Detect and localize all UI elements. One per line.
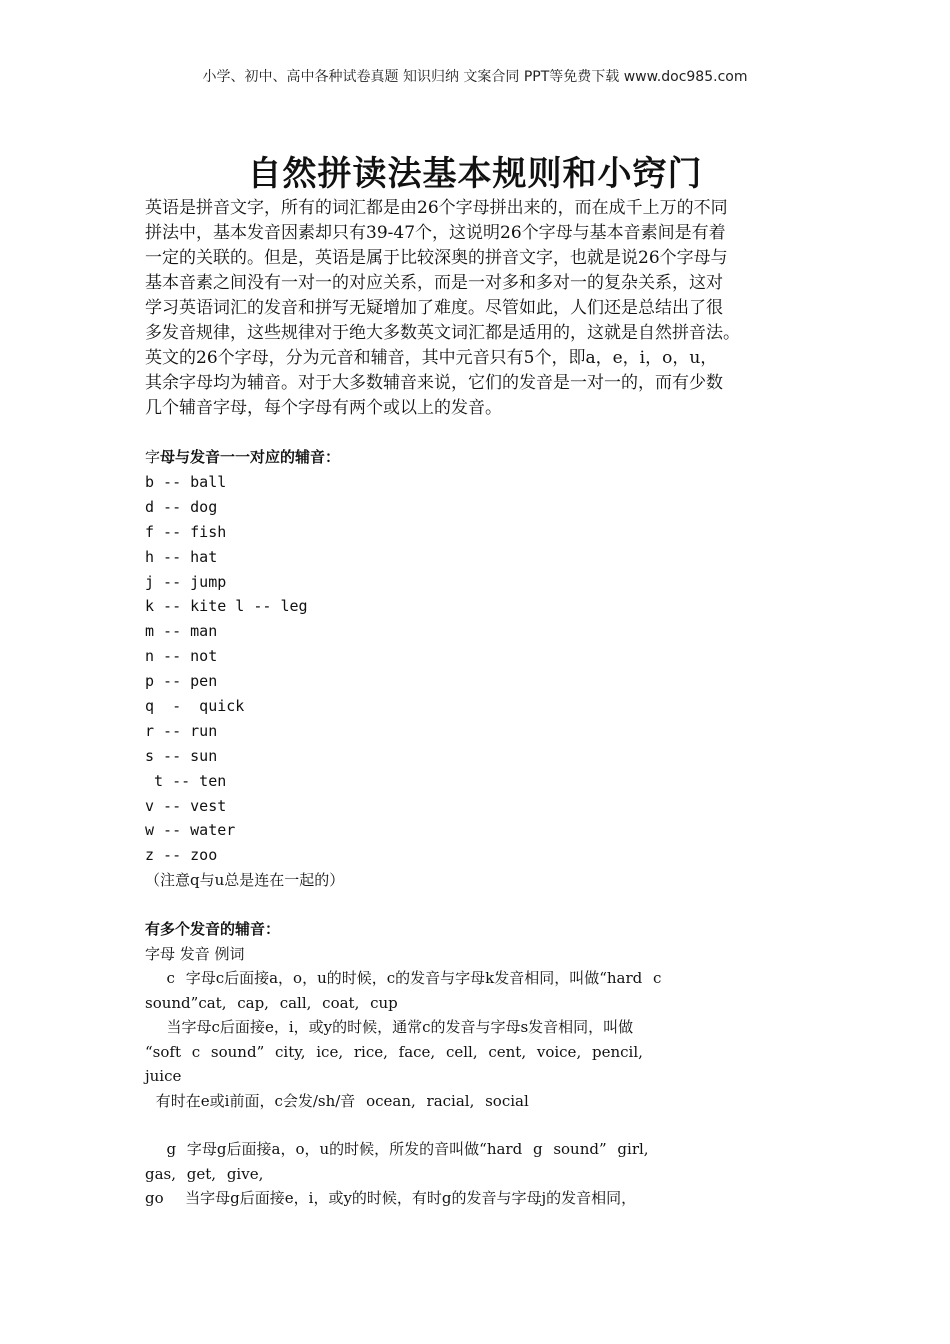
heading-rest: 母与发音一一对应的辅音： [160, 448, 341, 466]
list-item: b -- ball [145, 473, 227, 491]
list-item: t -- ten [145, 771, 227, 790]
list-item: h -- hat [145, 547, 218, 566]
text-line: g 字母g后面接a，o，u的时候，所发的音叫做“hard g sound” girl, [145, 1140, 649, 1159]
text-line: c 字母c后面接a，o，u的时候，c的发音与字母k发音相同，叫做“hard c [145, 969, 662, 988]
list-item: z -- zoo [145, 846, 218, 865]
list-item: s -- sun [145, 746, 218, 765]
intro-line: 基本音素之间没有一对一的对应关系，而是一对多和多对一的复杂关系，这对 [145, 273, 723, 293]
intro-line: 拼法中，基本发音因素却只有39-47个，这说明26个字母与基本音素间是有着 [145, 223, 726, 243]
list-item: w -- water [145, 821, 236, 840]
intro-line: 多发音规律，这些规律对于绝大多数英文词汇都是适用的，这就是自然拼音法。 [145, 323, 740, 343]
text-line: go 当字母g后面接e，i，或y的时候，有时g的发音与字母j的发音相同， [145, 1189, 637, 1208]
consonant-list [145, 470, 813, 893]
heading-first-char: 字 [145, 448, 161, 466]
text-line: juice [145, 1067, 182, 1086]
section-heading-multi-sound: 有多个发音的辅音： [145, 919, 281, 938]
page-header: 小学、初中、高中各种试卷真题 知识归纳 文案合同 PPT等免费下载 www.doc985.com [202, 69, 748, 85]
intro-line: 学习英语词汇的发音和拼写无疑增加了难度。尽管如此，人们还是总结出了很 [145, 298, 723, 318]
intro-line: 其余字母均为辅音。对于大多数辅音来说，它们的发音是一对一的，而有少数 [145, 373, 723, 393]
column-labels: 字母 发音 例词 [145, 944, 245, 963]
list-item: f -- fish [145, 522, 227, 541]
list-item: r -- run [145, 721, 218, 740]
intro-line: 英文的26个字母，分为元音和辅音，其中元音只有5个，即a，e，i，o，u， [145, 348, 718, 368]
text-line: 有时在e或i前面，c会发/sh/音 ocean, racial, social [145, 1091, 529, 1110]
text-line: gas, get, give, [145, 1164, 264, 1183]
text-line: sound”cat, cap, call, coat, cup [145, 993, 398, 1012]
multi-sound-section [145, 942, 813, 1211]
spacer [145, 1113, 813, 1137]
page-title: 自然拼读法基本规则和小窍门 [247, 154, 703, 194]
list-item: j -- jump [145, 572, 227, 591]
text-line: 当字母c后面接e，i，或y的时候，通常c的发音与字母s发音相同，叫做 [145, 1018, 634, 1037]
text-line: “soft c sound” city, ice, rice, face, cell, cent, voice, pencil, [145, 1042, 643, 1061]
list-item: n -- not [145, 647, 218, 666]
list-item: k -- kite l -- leg [145, 597, 308, 616]
intro-line: 几个辅音字母，每个字母有两个或以上的发音。 [145, 398, 502, 418]
list-item: d -- dog [145, 497, 218, 516]
list-item: v -- vest [145, 796, 227, 815]
intro-paragraph [145, 196, 813, 421]
list-note: （注意q与u总是连在一起的） [145, 871, 345, 890]
list-item: m -- man [145, 622, 218, 641]
intro-line: 英语是拼音文字，所有的词汇都是由26个字母拼出来的，而在成千上万的不同 [145, 198, 728, 218]
list-item: q - quick [145, 697, 245, 716]
list-item: p -- pen [145, 672, 218, 691]
section-heading-single-sound [145, 445, 813, 470]
document-body [145, 196, 813, 1211]
intro-line: 一定的关联的。但是，英语是属于比较深奥的拼音文字，也就是说26个字母与 [145, 248, 728, 268]
